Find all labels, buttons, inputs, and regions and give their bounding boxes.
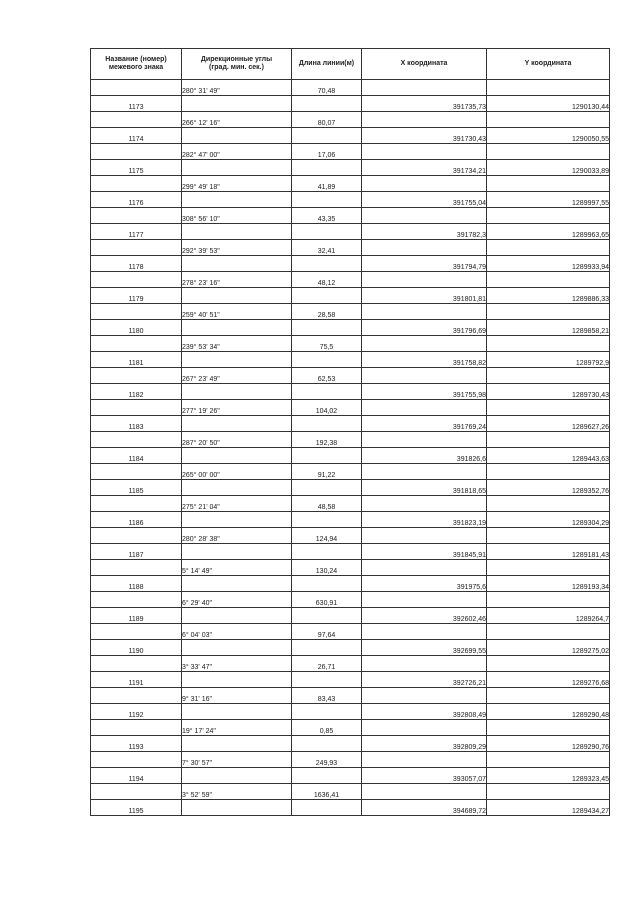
- x-coordinate-cell: 391801,81: [362, 288, 487, 304]
- line-length-cell: 41,89: [292, 176, 362, 192]
- point-name-cell: 1188: [91, 576, 182, 592]
- point-row: [91, 704, 610, 720]
- point-row: [91, 736, 610, 752]
- line-length-cell: 80,07: [292, 112, 362, 128]
- empty-cell: [182, 96, 292, 112]
- empty-cell: [91, 240, 182, 256]
- empty-cell: [292, 160, 362, 176]
- empty-cell: [362, 176, 487, 192]
- point-row: [91, 480, 610, 496]
- segment-row: [91, 272, 610, 288]
- point-name-cell: 1190: [91, 640, 182, 656]
- line-length-cell: 83,43: [292, 688, 362, 704]
- empty-cell: [91, 368, 182, 384]
- line-length-cell: 124,94: [292, 528, 362, 544]
- empty-cell: [292, 512, 362, 528]
- line-length-cell: 75,5: [292, 336, 362, 352]
- empty-cell: [292, 192, 362, 208]
- header-direction-angle: [182, 49, 292, 80]
- y-coordinate-cell: 1289997,55: [487, 192, 610, 208]
- y-coordinate-cell: 1289434,27: [487, 800, 610, 816]
- empty-cell: [292, 352, 362, 368]
- direction-angle-cell: 7° 30' 57": [182, 752, 292, 768]
- empty-cell: [91, 496, 182, 512]
- point-row: [91, 352, 610, 368]
- empty-cell: [292, 800, 362, 816]
- line-length-cell: 28,58: [292, 304, 362, 320]
- point-row: [91, 640, 610, 656]
- empty-cell: [292, 384, 362, 400]
- empty-cell: [91, 400, 182, 416]
- header-direction-angle-line1: Дирекционные углы: [200, 56, 273, 63]
- segment-row: [91, 528, 610, 544]
- empty-cell: [292, 608, 362, 624]
- point-row: [91, 416, 610, 432]
- direction-angle-cell: 5° 14' 49": [182, 560, 292, 576]
- empty-cell: [292, 640, 362, 656]
- empty-cell: [292, 672, 362, 688]
- y-coordinate-cell: 1289352,76: [487, 480, 610, 496]
- empty-cell: [91, 176, 182, 192]
- point-name-cell: 1177: [91, 224, 182, 240]
- segment-row: [91, 400, 610, 416]
- empty-cell: [487, 656, 610, 672]
- point-name-cell: 1176: [91, 192, 182, 208]
- empty-cell: [487, 560, 610, 576]
- empty-cell: [182, 704, 292, 720]
- point-name-cell: 1189: [91, 608, 182, 624]
- direction-angle-cell: 278° 23' 16": [182, 272, 292, 288]
- empty-cell: [182, 800, 292, 816]
- empty-cell: [362, 752, 487, 768]
- point-row: [91, 448, 610, 464]
- empty-cell: [362, 656, 487, 672]
- empty-cell: [182, 608, 292, 624]
- point-row: [91, 192, 610, 208]
- x-coordinate-cell: 392699,55: [362, 640, 487, 656]
- boundary-coordinates-table: [90, 48, 610, 816]
- empty-cell: [91, 112, 182, 128]
- empty-cell: [292, 768, 362, 784]
- y-coordinate-cell: 1289730,43: [487, 384, 610, 400]
- empty-cell: [362, 432, 487, 448]
- x-coordinate-cell: 394689,72: [362, 800, 487, 816]
- empty-cell: [362, 208, 487, 224]
- header-x-coordinate-text: X координата: [400, 60, 448, 67]
- y-coordinate-cell: 1289276,68: [487, 672, 610, 688]
- y-coordinate-cell: 1289264,7: [487, 608, 610, 624]
- point-row: [91, 576, 610, 592]
- segment-row: [91, 656, 610, 672]
- segment-row: [91, 208, 610, 224]
- y-coordinate-cell: 1289181,43: [487, 544, 610, 560]
- header-row: [91, 49, 610, 80]
- y-coordinate-cell: 1289290,76: [487, 736, 610, 752]
- y-coordinate-cell: 1289886,33: [487, 288, 610, 304]
- point-name-cell: 1192: [91, 704, 182, 720]
- empty-cell: [362, 112, 487, 128]
- empty-cell: [487, 208, 610, 224]
- table-body: [91, 80, 610, 816]
- direction-angle-cell: 282° 47' 00": [182, 144, 292, 160]
- y-coordinate-cell: 1289933,94: [487, 256, 610, 272]
- direction-angle-cell: 280° 28' 38": [182, 528, 292, 544]
- y-coordinate-cell: 1289858,21: [487, 320, 610, 336]
- empty-cell: [292, 288, 362, 304]
- empty-cell: [91, 656, 182, 672]
- point-row: [91, 672, 610, 688]
- segment-row: [91, 592, 610, 608]
- y-coordinate-cell: 1289193,34: [487, 576, 610, 592]
- point-name-cell: 1178: [91, 256, 182, 272]
- x-coordinate-cell: 393057,07: [362, 768, 487, 784]
- empty-cell: [182, 480, 292, 496]
- segment-row: [91, 240, 610, 256]
- y-coordinate-cell: 1289963,65: [487, 224, 610, 240]
- x-coordinate-cell: 391734,21: [362, 160, 487, 176]
- direction-angle-cell: 292° 39' 53": [182, 240, 292, 256]
- empty-cell: [91, 592, 182, 608]
- empty-cell: [182, 384, 292, 400]
- segment-row: [91, 304, 610, 320]
- point-row: [91, 256, 610, 272]
- segment-row: [91, 688, 610, 704]
- segment-row: [91, 720, 610, 736]
- segment-row: [91, 560, 610, 576]
- empty-cell: [292, 704, 362, 720]
- empty-cell: [292, 576, 362, 592]
- empty-cell: [91, 720, 182, 736]
- x-coordinate-cell: 391769,24: [362, 416, 487, 432]
- line-length-cell: 91,22: [292, 464, 362, 480]
- point-name-cell: 1195: [91, 800, 182, 816]
- line-length-cell: 104,02: [292, 400, 362, 416]
- segment-row: [91, 368, 610, 384]
- direction-angle-cell: 267° 23' 49": [182, 368, 292, 384]
- segment-row: [91, 144, 610, 160]
- x-coordinate-cell: 391755,04: [362, 192, 487, 208]
- empty-cell: [487, 144, 610, 160]
- empty-cell: [487, 176, 610, 192]
- empty-cell: [362, 368, 487, 384]
- empty-cell: [487, 112, 610, 128]
- direction-angle-cell: 6° 04' 03": [182, 624, 292, 640]
- x-coordinate-cell: 391735,73: [362, 96, 487, 112]
- empty-cell: [292, 320, 362, 336]
- empty-cell: [487, 400, 610, 416]
- segment-row: [91, 176, 610, 192]
- empty-cell: [91, 624, 182, 640]
- segment-row: [91, 432, 610, 448]
- empty-cell: [182, 128, 292, 144]
- empty-cell: [362, 400, 487, 416]
- line-length-cell: 48,12: [292, 272, 362, 288]
- y-coordinate-cell: 1289627,26: [487, 416, 610, 432]
- x-coordinate-cell: 392808,49: [362, 704, 487, 720]
- empty-cell: [91, 144, 182, 160]
- point-name-cell: 1184: [91, 448, 182, 464]
- x-coordinate-cell: 392602,46: [362, 608, 487, 624]
- empty-cell: [362, 304, 487, 320]
- empty-cell: [182, 672, 292, 688]
- empty-cell: [487, 304, 610, 320]
- y-coordinate-cell: 1289304,29: [487, 512, 610, 528]
- empty-cell: [362, 80, 487, 96]
- point-name-cell: 1182: [91, 384, 182, 400]
- point-row: [91, 384, 610, 400]
- point-row: [91, 288, 610, 304]
- header-y-coordinate-text: Y координата: [524, 60, 572, 67]
- empty-cell: [292, 448, 362, 464]
- empty-cell: [487, 496, 610, 512]
- point-name-cell: 1179: [91, 288, 182, 304]
- empty-cell: [182, 544, 292, 560]
- empty-cell: [362, 592, 487, 608]
- empty-cell: [362, 240, 487, 256]
- empty-cell: [362, 464, 487, 480]
- x-coordinate-cell: 391845,91: [362, 544, 487, 560]
- empty-cell: [91, 752, 182, 768]
- point-row: [91, 608, 610, 624]
- empty-cell: [362, 496, 487, 512]
- line-length-cell: 62,53: [292, 368, 362, 384]
- empty-cell: [292, 480, 362, 496]
- empty-cell: [182, 192, 292, 208]
- empty-cell: [487, 624, 610, 640]
- line-length-cell: 26,71: [292, 656, 362, 672]
- x-coordinate-cell: 392726,21: [362, 672, 487, 688]
- x-coordinate-cell: 391758,82: [362, 352, 487, 368]
- segment-row: [91, 112, 610, 128]
- empty-cell: [487, 688, 610, 704]
- y-coordinate-cell: 1289443,63: [487, 448, 610, 464]
- point-name-cell: 1187: [91, 544, 182, 560]
- empty-cell: [182, 448, 292, 464]
- x-coordinate-cell: 392809,29: [362, 736, 487, 752]
- empty-cell: [91, 272, 182, 288]
- point-name-cell: 1183: [91, 416, 182, 432]
- header-y-coordinate: [487, 49, 610, 80]
- line-length-cell: 32,41: [292, 240, 362, 256]
- empty-cell: [182, 416, 292, 432]
- empty-cell: [91, 432, 182, 448]
- empty-cell: [487, 784, 610, 800]
- point-row: [91, 800, 610, 816]
- line-length-cell: 17,06: [292, 144, 362, 160]
- line-length-cell: 48,58: [292, 496, 362, 512]
- point-name-cell: 1185: [91, 480, 182, 496]
- line-length-cell: 192,38: [292, 432, 362, 448]
- direction-angle-cell: 239° 53' 34": [182, 336, 292, 352]
- empty-cell: [182, 576, 292, 592]
- point-name-cell: 1191: [91, 672, 182, 688]
- empty-cell: [362, 144, 487, 160]
- point-row: [91, 768, 610, 784]
- empty-cell: [292, 256, 362, 272]
- x-coordinate-cell: 391794,79: [362, 256, 487, 272]
- line-length-cell: 97,64: [292, 624, 362, 640]
- point-name-cell: 1174: [91, 128, 182, 144]
- empty-cell: [91, 688, 182, 704]
- empty-cell: [487, 528, 610, 544]
- segment-row: [91, 80, 610, 96]
- empty-cell: [487, 720, 610, 736]
- line-length-cell: 70,48: [292, 80, 362, 96]
- empty-cell: [487, 368, 610, 384]
- empty-cell: [292, 96, 362, 112]
- point-row: [91, 512, 610, 528]
- direction-angle-cell: 277° 19' 26": [182, 400, 292, 416]
- segment-row: [91, 784, 610, 800]
- direction-angle-cell: 3° 52' 59": [182, 784, 292, 800]
- header-point-name-line2: межевого знака: [108, 64, 164, 71]
- empty-cell: [487, 432, 610, 448]
- empty-cell: [182, 768, 292, 784]
- header-line-length-text: Длина линии(м): [298, 60, 355, 67]
- header-direction-angle-line2: (град. мин. сек.): [209, 64, 264, 71]
- point-name-cell: 1193: [91, 736, 182, 752]
- empty-cell: [182, 160, 292, 176]
- point-name-cell: 1194: [91, 768, 182, 784]
- point-row: [91, 96, 610, 112]
- empty-cell: [487, 336, 610, 352]
- direction-angle-cell: 259° 40' 51": [182, 304, 292, 320]
- point-name-cell: 1173: [91, 96, 182, 112]
- y-coordinate-cell: 1289275,02: [487, 640, 610, 656]
- point-row: [91, 128, 610, 144]
- empty-cell: [292, 544, 362, 560]
- empty-cell: [362, 624, 487, 640]
- empty-cell: [91, 208, 182, 224]
- header-line-length: [292, 49, 362, 80]
- empty-cell: [487, 464, 610, 480]
- empty-cell: [182, 224, 292, 240]
- empty-cell: [182, 736, 292, 752]
- header-x-coordinate: [362, 49, 487, 80]
- line-length-cell: 43,35: [292, 208, 362, 224]
- empty-cell: [362, 560, 487, 576]
- empty-cell: [91, 528, 182, 544]
- empty-cell: [362, 272, 487, 288]
- empty-cell: [91, 464, 182, 480]
- empty-cell: [91, 560, 182, 576]
- empty-cell: [487, 592, 610, 608]
- empty-cell: [182, 640, 292, 656]
- x-coordinate-cell: 391755,98: [362, 384, 487, 400]
- x-coordinate-cell: 391826,6: [362, 448, 487, 464]
- direction-angle-cell: 19° 17' 24": [182, 720, 292, 736]
- y-coordinate-cell: 1290130,44: [487, 96, 610, 112]
- point-name-cell: 1186: [91, 512, 182, 528]
- y-coordinate-cell: 1290050,55: [487, 128, 610, 144]
- direction-angle-cell: 3° 33' 47": [182, 656, 292, 672]
- empty-cell: [362, 784, 487, 800]
- x-coordinate-cell: 391823,19: [362, 512, 487, 528]
- empty-cell: [487, 752, 610, 768]
- empty-cell: [362, 336, 487, 352]
- direction-angle-cell: 9° 31' 16": [182, 688, 292, 704]
- point-name-cell: 1180: [91, 320, 182, 336]
- segment-row: [91, 624, 610, 640]
- point-name-cell: 1175: [91, 160, 182, 176]
- segment-row: [91, 464, 610, 480]
- direction-angle-cell: 280° 31' 49": [182, 80, 292, 96]
- line-length-cell: 249,93: [292, 752, 362, 768]
- empty-cell: [182, 288, 292, 304]
- segment-row: [91, 752, 610, 768]
- empty-cell: [91, 784, 182, 800]
- empty-cell: [182, 512, 292, 528]
- segment-row: [91, 336, 610, 352]
- direction-angle-cell: 275° 21' 04": [182, 496, 292, 512]
- empty-cell: [182, 256, 292, 272]
- line-length-cell: 1636,41: [292, 784, 362, 800]
- y-coordinate-cell: 1290033,89: [487, 160, 610, 176]
- point-row: [91, 544, 610, 560]
- line-length-cell: 130,24: [292, 560, 362, 576]
- header-point-name-line1: Название (номер): [105, 56, 167, 63]
- empty-cell: [91, 304, 182, 320]
- empty-cell: [362, 528, 487, 544]
- empty-cell: [292, 128, 362, 144]
- empty-cell: [362, 688, 487, 704]
- empty-cell: [362, 720, 487, 736]
- y-coordinate-cell: 1289290,48: [487, 704, 610, 720]
- direction-angle-cell: 299° 49' 18": [182, 176, 292, 192]
- empty-cell: [182, 320, 292, 336]
- empty-cell: [292, 416, 362, 432]
- x-coordinate-cell: 391782,3: [362, 224, 487, 240]
- direction-angle-cell: 265° 00' 00": [182, 464, 292, 480]
- direction-angle-cell: 308° 56' 10": [182, 208, 292, 224]
- empty-cell: [292, 224, 362, 240]
- empty-cell: [487, 240, 610, 256]
- empty-cell: [292, 736, 362, 752]
- empty-cell: [182, 352, 292, 368]
- empty-cell: [487, 272, 610, 288]
- empty-cell: [91, 336, 182, 352]
- line-length-cell: 0,85: [292, 720, 362, 736]
- x-coordinate-cell: 391796,69: [362, 320, 487, 336]
- point-row: [91, 320, 610, 336]
- direction-angle-cell: 266° 12' 16": [182, 112, 292, 128]
- point-row: [91, 224, 610, 240]
- direction-angle-cell: 287° 20' 50": [182, 432, 292, 448]
- y-coordinate-cell: 1289792,9: [487, 352, 610, 368]
- direction-angle-cell: 6° 29' 40": [182, 592, 292, 608]
- segment-row: [91, 496, 610, 512]
- header-point-name: [91, 49, 182, 80]
- x-coordinate-cell: 391975,6: [362, 576, 487, 592]
- point-row: [91, 160, 610, 176]
- line-length-cell: 630,91: [292, 592, 362, 608]
- x-coordinate-cell: 391730,43: [362, 128, 487, 144]
- point-name-cell: 1181: [91, 352, 182, 368]
- empty-cell: [91, 80, 182, 96]
- y-coordinate-cell: 1289323,45: [487, 768, 610, 784]
- x-coordinate-cell: 391818,65: [362, 480, 487, 496]
- empty-cell: [487, 80, 610, 96]
